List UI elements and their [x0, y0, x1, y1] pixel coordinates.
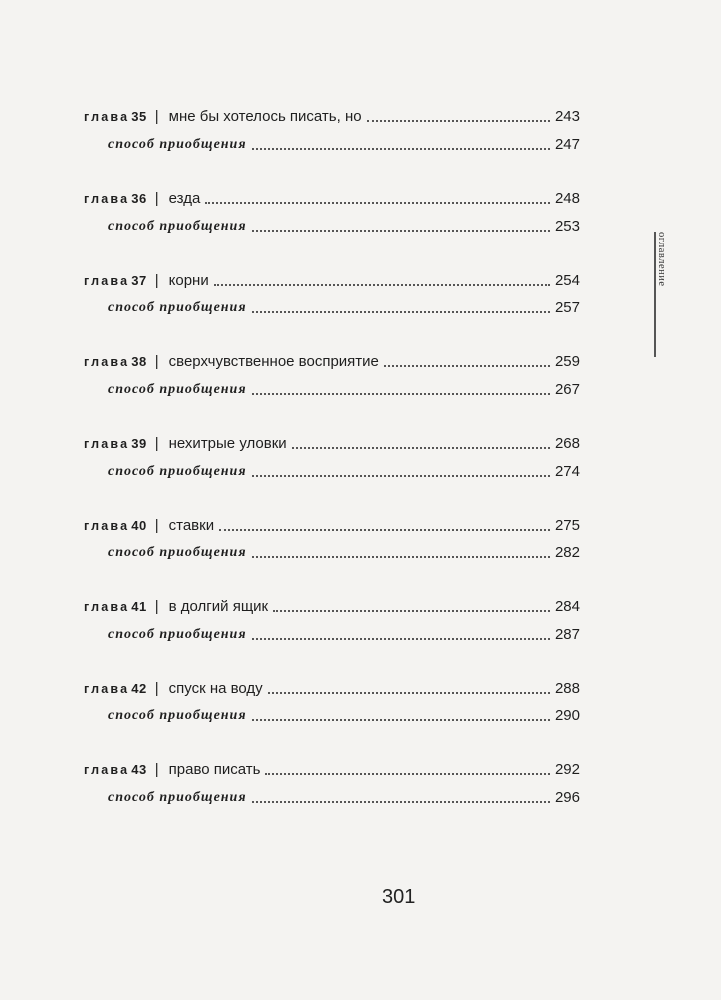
- section-label: оглавление: [656, 232, 667, 287]
- chapter-page: 268: [554, 435, 580, 452]
- chapter-number: 39: [131, 436, 147, 451]
- method-label: способ приобщения: [108, 137, 247, 152]
- toc-method-row[interactable]: [108, 702, 580, 726]
- chapter-title: спуск на воду: [168, 680, 263, 697]
- chapter-number: 37: [131, 273, 147, 288]
- method-page: 290: [554, 707, 580, 724]
- chapter-separator: |: [154, 761, 159, 778]
- toc-chapter-row[interactable]: [84, 512, 580, 536]
- chapter-page: 275: [554, 517, 580, 534]
- chapter-separator: |: [154, 108, 159, 125]
- chapter-separator: |: [154, 598, 159, 615]
- toc-method-row[interactable]: [108, 784, 580, 808]
- toc-method-row[interactable]: [108, 539, 580, 563]
- toc-method-row[interactable]: [108, 376, 580, 400]
- method-page: 296: [554, 789, 580, 806]
- chapter-title: в долгий ящик: [168, 598, 269, 615]
- chapter-title: нехитрые уловки: [168, 435, 287, 452]
- toc-chapter-row[interactable]: [84, 185, 580, 209]
- chapter-separator: |: [154, 272, 159, 289]
- method-label: способ приобщения: [108, 219, 247, 234]
- chapter-title: ставки: [168, 517, 215, 534]
- chapter-separator: |: [154, 190, 159, 207]
- method-page: 287: [554, 626, 580, 643]
- chapter-page: 243: [554, 108, 580, 125]
- dot-leader: [273, 610, 550, 612]
- chapter-word: глава: [84, 437, 130, 451]
- chapter-title: мне бы хотелось писать, но: [168, 108, 362, 125]
- page-number: 301: [382, 886, 416, 908]
- dot-leader: [252, 638, 550, 640]
- method-label: способ приобщения: [108, 790, 247, 805]
- chapter-word: глава: [84, 355, 130, 369]
- toc-chapter-row[interactable]: [84, 756, 580, 780]
- dot-leader: [252, 556, 550, 558]
- chapter-title: корни: [168, 272, 209, 289]
- dot-leader: [265, 773, 550, 775]
- toc-chapter-row[interactable]: [84, 267, 580, 291]
- chapter-number: 38: [131, 354, 147, 369]
- chapter-page: 254: [554, 272, 580, 289]
- toc-chapter-row[interactable]: [84, 430, 580, 454]
- dot-leader: [367, 120, 550, 122]
- toc-method-row[interactable]: [108, 458, 580, 482]
- chapter-title: право писать: [168, 761, 261, 778]
- toc-method-row[interactable]: [108, 294, 580, 318]
- toc-chapter-row[interactable]: [84, 103, 580, 127]
- dot-leader: [252, 393, 550, 395]
- chapter-word: глава: [84, 110, 130, 124]
- chapter-page: 248: [554, 190, 580, 207]
- section-side-tab: [652, 232, 672, 357]
- method-label: способ приобщения: [108, 300, 247, 315]
- dot-leader: [292, 447, 550, 449]
- chapter-word: глава: [84, 192, 130, 206]
- method-label: способ приобщения: [108, 382, 247, 397]
- chapter-word: глава: [84, 519, 130, 533]
- dot-leader: [252, 230, 550, 232]
- chapter-number: 35: [131, 109, 147, 124]
- method-label: способ приобщения: [108, 545, 247, 560]
- toc-method-row[interactable]: [108, 213, 580, 237]
- dot-leader: [214, 284, 550, 286]
- chapter-number: 41: [131, 599, 147, 614]
- side-rule: [654, 232, 656, 357]
- chapter-word: глава: [84, 763, 130, 777]
- dot-leader: [252, 311, 550, 313]
- chapter-word: глава: [84, 682, 130, 696]
- dot-leader: [205, 202, 550, 204]
- method-page: 274: [554, 463, 580, 480]
- method-page: 247: [554, 136, 580, 153]
- chapter-number: 36: [131, 191, 147, 206]
- chapter-separator: |: [154, 680, 159, 697]
- toc-method-row[interactable]: [108, 131, 580, 155]
- dot-leader: [252, 801, 550, 803]
- chapter-number: 42: [131, 681, 147, 696]
- dot-leader: [384, 365, 550, 367]
- dot-leader: [268, 692, 550, 694]
- method-page: 253: [554, 218, 580, 235]
- chapter-page: 288: [554, 680, 580, 697]
- toc-method-row[interactable]: [108, 621, 580, 645]
- chapter-separator: |: [154, 517, 159, 534]
- chapter-page: 292: [554, 761, 580, 778]
- chapter-page: 284: [554, 598, 580, 615]
- toc-chapter-row[interactable]: [84, 348, 580, 372]
- dot-leader: [252, 148, 550, 150]
- dot-leader: [219, 529, 550, 531]
- method-label: способ приобщения: [108, 708, 247, 723]
- toc-chapter-row[interactable]: [84, 675, 580, 699]
- chapter-number: 43: [131, 762, 147, 777]
- dot-leader: [252, 719, 550, 721]
- method-label: способ приобщения: [108, 464, 247, 479]
- chapter-page: 259: [554, 353, 580, 370]
- toc-chapter-row[interactable]: [84, 593, 580, 617]
- chapter-title: езда: [168, 190, 201, 207]
- chapter-separator: |: [154, 435, 159, 452]
- chapter-word: глава: [84, 600, 130, 614]
- method-page: 267: [554, 381, 580, 398]
- chapter-separator: |: [154, 353, 159, 370]
- dot-leader: [252, 475, 550, 477]
- chapter-word: глава: [84, 274, 130, 288]
- method-page: 282: [554, 544, 580, 561]
- chapter-number: 40: [131, 518, 147, 533]
- method-page: 257: [554, 299, 580, 316]
- method-label: способ приобщения: [108, 627, 247, 642]
- chapter-title: сверхчувственное восприятие: [168, 353, 379, 370]
